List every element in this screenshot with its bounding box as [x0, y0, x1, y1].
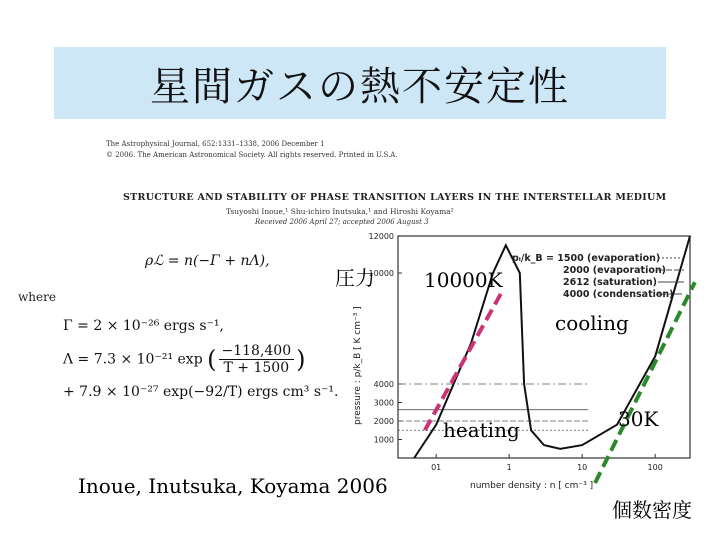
legend-entry-2612: 2612 (saturation): [563, 277, 657, 288]
paper-journal-line: The Astrophysical Journal, 652:1331–1338, 2006 December 1: [106, 140, 325, 148]
x-tick-label: 100: [647, 463, 663, 472]
lambda-denominator: T + 1500: [223, 360, 290, 376]
temp-low-annotation: 30K: [618, 407, 659, 431]
pressure-annotation: 圧力: [335, 266, 375, 290]
y-tick-label: 1000: [373, 435, 394, 445]
y-tick-label: 10000: [368, 269, 394, 278]
cooling-function-equation: ρℒ = n(−Γ + nΛ),: [145, 253, 270, 269]
density-annotation: 個数密度: [612, 498, 692, 522]
y-tick-label: 12000: [368, 232, 394, 241]
x-tick-label: 01: [431, 463, 442, 472]
x-tick-label: 1: [506, 463, 512, 472]
citation: Inoue, Inutsuka, Koyama 2006: [78, 474, 388, 498]
x-tick-label: 10: [577, 463, 588, 472]
temp-high-annotation: 10000K: [424, 268, 503, 292]
chart-legend: [512, 253, 684, 300]
y-tick-label: 4000: [373, 380, 394, 389]
cooling-rate-equation-continued: + 7.9 × 10⁻²⁷ exp(−92/T) ergs cm³ s⁻¹.: [63, 384, 339, 400]
paper-copyright-line: © 2006. The American Astronomical Society. All rights reserved. Printed in U.S.A.: [106, 151, 398, 159]
legend-entry-2000: 2000 (evaporation): [563, 265, 666, 276]
slide-title: 星間ガスの熱不安定性: [150, 63, 570, 110]
x-axis-label: number density : n [ cm⁻³ ]: [470, 481, 594, 491]
lambda-prefix: Λ = 7.3 × 10⁻²¹ exp: [63, 351, 203, 368]
y-tick-label: 2000: [373, 417, 394, 426]
y-tick-label: 3000: [373, 398, 394, 408]
heating-rate-equation: Γ = 2 × 10⁻²⁶ ergs s⁻¹,: [63, 318, 224, 334]
cooling-annotation: cooling: [555, 311, 629, 335]
paper-authors: Tsuyoshi Inoue,¹ Shu-ichiro Inutsuka,¹ and Hiroshi Koyama²: [226, 207, 454, 216]
heating-annotation: heating: [443, 418, 520, 442]
paper-received: Received 2006 April 27; accepted 2006 August 3: [255, 218, 429, 226]
paper-title: STRUCTURE AND STABILITY OF PHASE TRANSITION LAYERS IN THE INTERSTELLAR MEDIUM: [123, 192, 667, 203]
legend-entry-4000: 4000 (condensation): [563, 289, 674, 300]
y-axis-label: pressure : p/k_B [ K cm⁻³ ]: [353, 306, 363, 425]
legend-title: pᵢ/k_B = 1500 (evaporation): [512, 253, 661, 264]
lambda-numerator: −118,400: [219, 343, 295, 360]
cooling-rate-equation: Λ = 7.3 × 10⁻²¹ exp ( $\frac{-118,400}{T + 1500}$ ): [63, 343, 306, 376]
where-label: where: [18, 290, 56, 304]
